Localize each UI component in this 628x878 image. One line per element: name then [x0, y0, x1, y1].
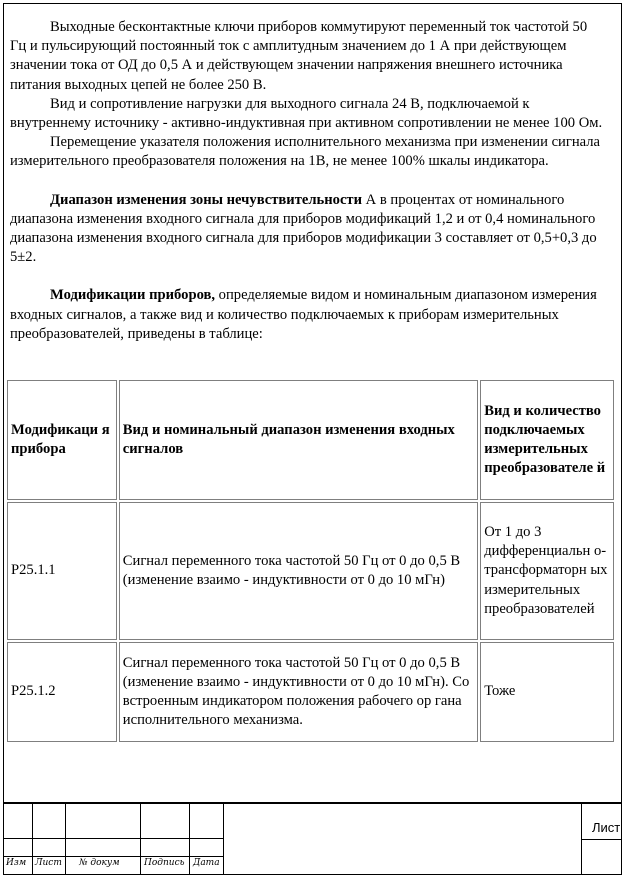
table-row [7, 502, 614, 640]
sheet-label: Лист [592, 820, 621, 835]
cell-transducers: Тоже [480, 642, 614, 742]
header-transducers: Вид и количество подключаемых измерительных преобразователе й [480, 380, 614, 500]
paragraph-output-switches: Выходные бесконтактные ключи приборов коммутируют переменный ток частотой 50 Гц и пульсирующий постоянный ток с амплитудным значением до 1 А при действующем значении тока от ОД до 0,5 А и действующем значении напряжения внешнего источника питания выходных цепей не более 250 В. [10, 19, 588, 93]
caption-change: Изм [6, 858, 27, 868]
caption-date: Дата [193, 858, 220, 868]
table-row [7, 642, 614, 742]
modifications-table [5, 378, 616, 744]
paragraph-modifications [10, 286, 606, 344]
cell-input-signal: Сигнал переменного тока частотой 50 Гц от 0 до 0,5 В (изменение взаимо - индуктивности от 0 до 10 мГн). Со встроенным индикатором положения рабочего ор гана исполнительного механизма. [119, 642, 478, 742]
dead-zone-heading: Диапазон изменения зоны нечувствительности [50, 191, 363, 208]
caption-document-number: № докум [79, 858, 120, 868]
modifications-text: определяемые видом и номинальным диапазоном измерения входных сигналов, а также вид и количество подключаемых к приборам измерительных преобразователей, приведены в таблице: [10, 287, 597, 342]
caption-signature: Подпись [144, 858, 185, 868]
cell-modification: Р25.1.2 [7, 642, 117, 742]
paragraph-load-resistance: Вид и сопротивление нагрузки для выходного сигнала 24 В, подключаемой к внутреннему источнику - активно-индуктивная при активном сопротивлении не менее 100 Ом. [10, 95, 603, 132]
cell-modification: Р25.1.1 [7, 502, 117, 640]
cell-input-signal: Сигнал переменного тока частотой 50 Гц от 0 до 0,5 В (изменение взаимо - индуктивности от 0 до 10 мГн) [119, 502, 478, 640]
header-modification: Модификаци я прибора [7, 380, 117, 500]
table-header-row [7, 380, 614, 500]
paragraph-dead-zone [10, 191, 606, 268]
dead-zone-text: А в процентах от номинального диапазона изменения входного сигнала для приборов модификаций 1,2 и от 0,4 номинального диапазона изменения входного сигнала для приборов модификации 3 составляет от 0,5+0,3 до 5±2. [10, 191, 597, 266]
caption-sheet: Лист [35, 858, 62, 868]
cell-transducers: От 1 до 3 дифференциальн о-трансформаторн ых измерительных преобразователей [480, 502, 614, 640]
header-input-signal: Вид и номинальный диапазон изменения входных сигналов [119, 380, 478, 500]
document-body [10, 18, 606, 344]
modifications-heading: Модификации приборов, [50, 287, 216, 304]
paragraph-pointer-movement: Перемещение указателя положения исполнительного механизма при изменении сигнала измерительного преобразователя положения на 1В, не менее 100% шкалы индикатора. [10, 134, 601, 170]
